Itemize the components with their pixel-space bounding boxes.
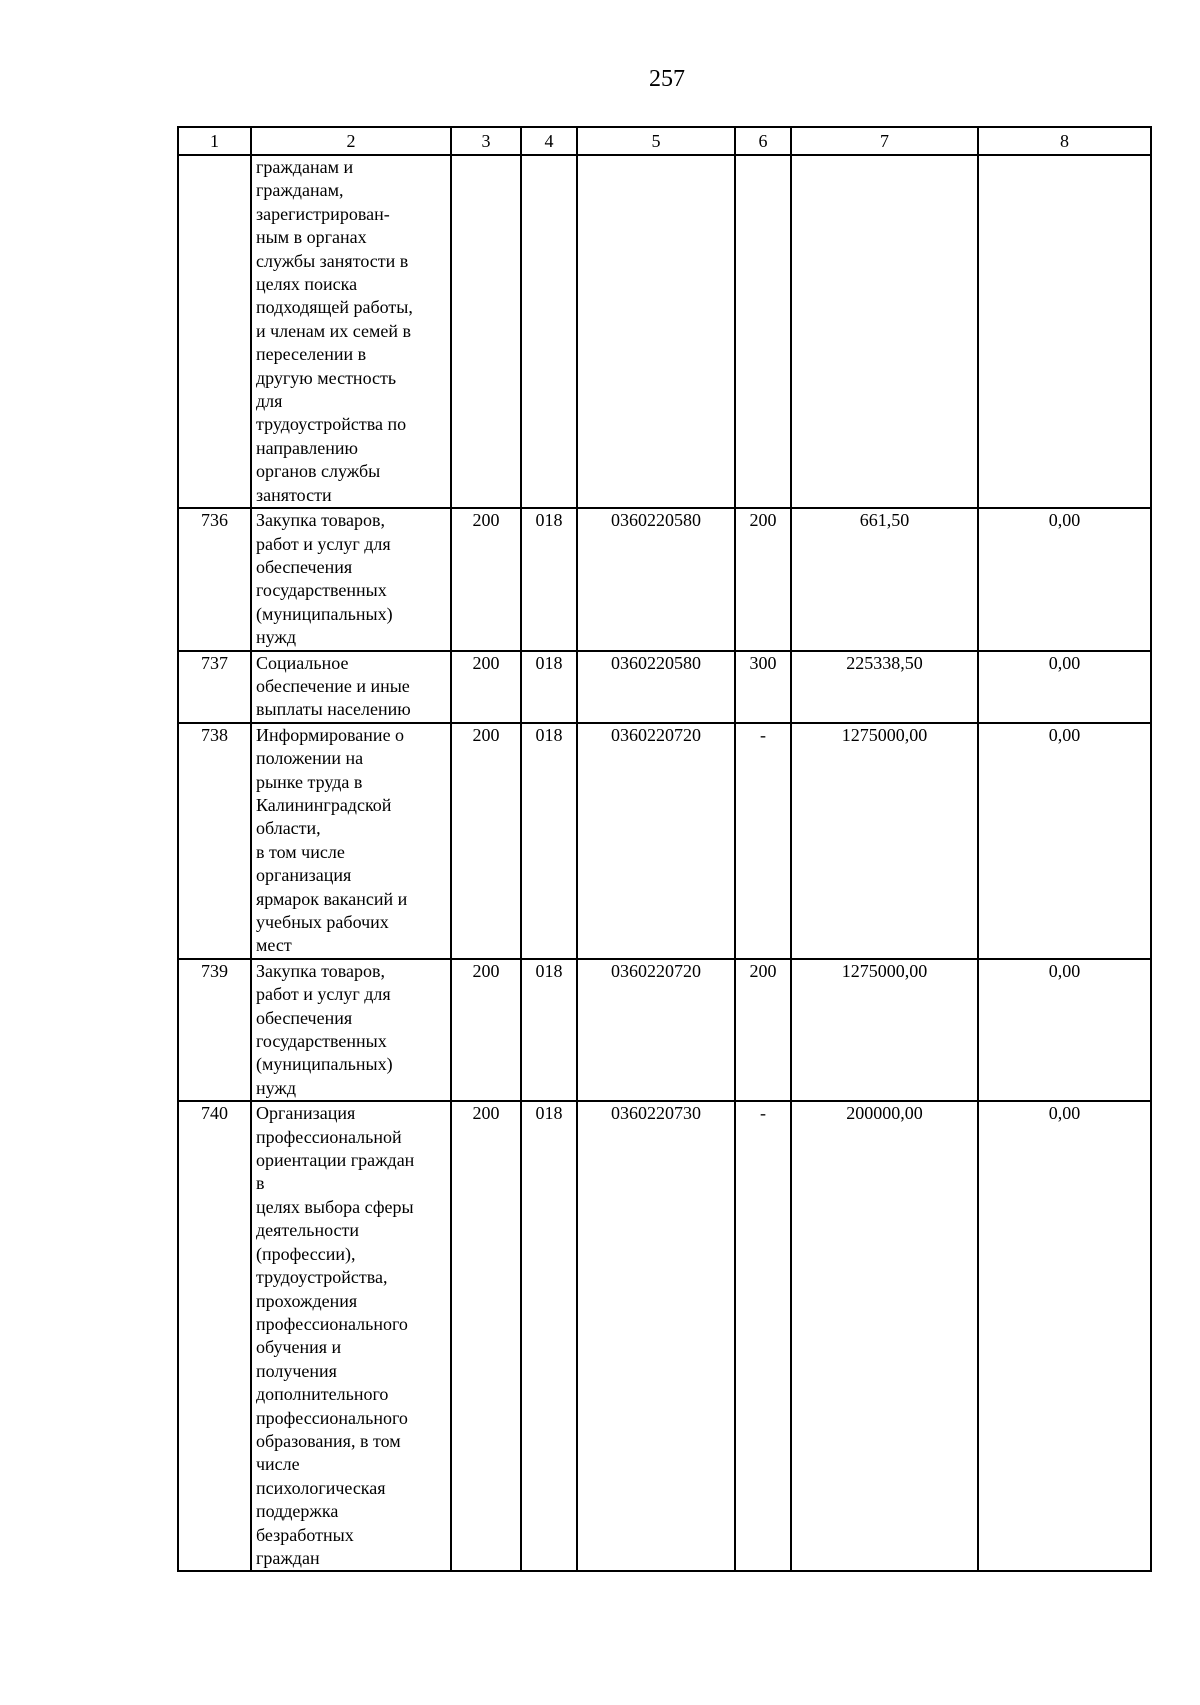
cell-col6: 200: [735, 508, 791, 650]
table-row: [178, 155, 1151, 508]
row-name: гражданам и гражданам, зарегистрирован- ным в органах службы занятости в целях поиска подходящей работы, и членам их семей в переселении в другую местность для трудоустройства по направлению органов службы занятости: [251, 155, 451, 508]
cell-col7: 225338,50: [791, 651, 978, 723]
cell-col6: -: [735, 723, 791, 959]
cell-col4: [521, 155, 577, 508]
cell-col5: 0360220730: [577, 1101, 735, 1571]
row-number: 736: [178, 508, 251, 650]
row-name: Организация профессиональной ориентации граждан в целях выбора сферы деятельности (профессии), трудоустройства, прохождения профессионального обучения и получения дополнительного профессионального образования, в том числе психологическая поддержка безработных граждан: [251, 1101, 451, 1571]
cell-col8: 0,00: [978, 723, 1151, 959]
cell-col6: 200: [735, 959, 791, 1101]
column-header-1: 1: [178, 127, 251, 155]
table-row: [178, 1101, 1151, 1571]
table-row: [178, 959, 1151, 1101]
cell-col5: [577, 155, 735, 508]
row-name: Закупка товаров, работ и услуг для обеспечения государственных (муниципальных) нужд: [251, 508, 451, 650]
cell-col5: 0360220720: [577, 959, 735, 1101]
cell-col8: 0,00: [978, 959, 1151, 1101]
row-number: 738: [178, 723, 251, 959]
cell-col8: [978, 155, 1151, 508]
column-header-6: 6: [735, 127, 791, 155]
table-row: [178, 651, 1151, 723]
cell-col3: 200: [451, 508, 521, 650]
column-header-4: 4: [521, 127, 577, 155]
table-row: [178, 723, 1151, 959]
column-header-2: 2: [251, 127, 451, 155]
cell-col4: 018: [521, 959, 577, 1101]
cell-col5: 0360220580: [577, 651, 735, 723]
cell-col4: 018: [521, 508, 577, 650]
column-header-3: 3: [451, 127, 521, 155]
column-header-8: 8: [978, 127, 1151, 155]
page-number: 257: [649, 66, 685, 92]
cell-col8: 0,00: [978, 508, 1151, 650]
column-header-7: 7: [791, 127, 978, 155]
row-number: 739: [178, 959, 251, 1101]
row-name: Информирование о положении на рынке труда в Калининградской области, в том числе организация ярмарок вакансий и учебных рабочих мест: [251, 723, 451, 959]
cell-col7: 200000,00: [791, 1101, 978, 1571]
cell-col5: 0360220720: [577, 723, 735, 959]
cell-col7: 1275000,00: [791, 959, 978, 1101]
cell-col6: 300: [735, 651, 791, 723]
cell-col7: [791, 155, 978, 508]
cell-col3: 200: [451, 1101, 521, 1571]
cell-col3: [451, 155, 521, 508]
cell-col5: 0360220580: [577, 508, 735, 650]
row-name: Закупка товаров, работ и услуг для обеспечения государственных (муниципальных) нужд: [251, 959, 451, 1101]
budget-table: [177, 126, 1152, 1572]
cell-col6: [735, 155, 791, 508]
cell-col8: 0,00: [978, 651, 1151, 723]
cell-col4: 018: [521, 1101, 577, 1571]
row-number: 740: [178, 1101, 251, 1571]
row-number: 737: [178, 651, 251, 723]
cell-col3: 200: [451, 959, 521, 1101]
row-number: [178, 155, 251, 508]
cell-col7: 1275000,00: [791, 723, 978, 959]
cell-col4: 018: [521, 723, 577, 959]
cell-col4: 018: [521, 651, 577, 723]
cell-col3: 200: [451, 723, 521, 959]
table-row: [178, 508, 1151, 650]
cell-col7: 661,50: [791, 508, 978, 650]
cell-col6: -: [735, 1101, 791, 1571]
column-header-5: 5: [577, 127, 735, 155]
cell-col8: 0,00: [978, 1101, 1151, 1571]
row-name: Социальное обеспечение и иные выплаты населению: [251, 651, 451, 723]
cell-col3: 200: [451, 651, 521, 723]
header-row: [178, 127, 1151, 155]
